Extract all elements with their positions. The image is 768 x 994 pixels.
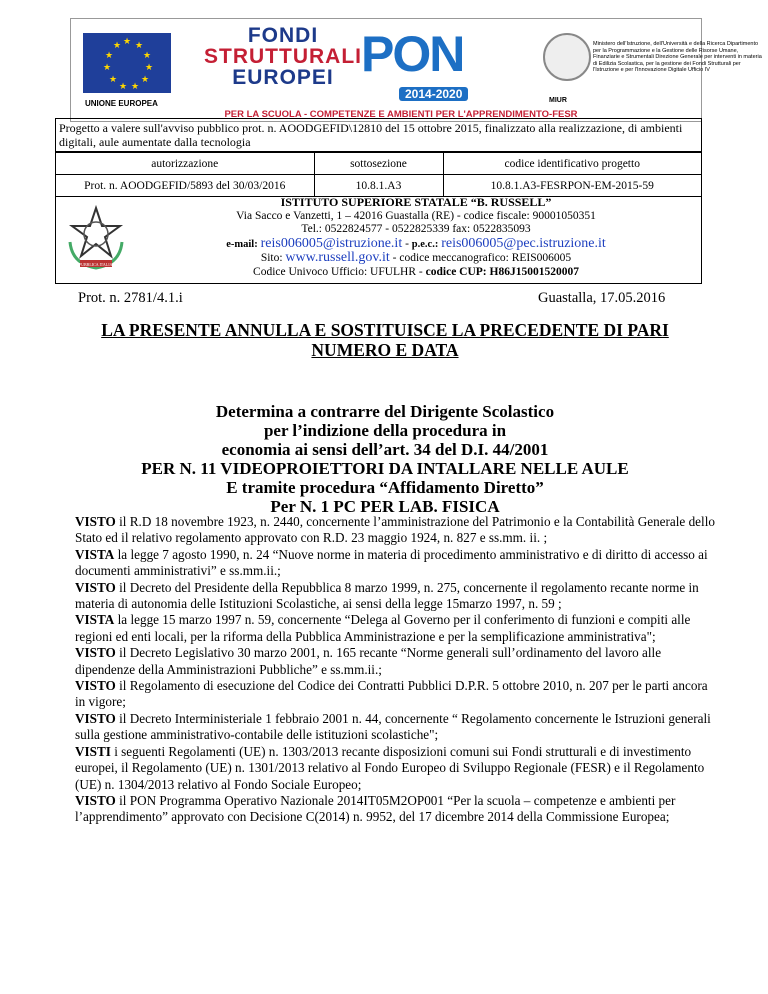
determina-title: Determina a contrarre del Dirigente Scolastico per l’indizione della procedura in economia ai sensi dell’art. 34 del D.I. 44/2001 PER N. 11 VIDEOPROIETTORI DA INTALLARE NELLE AULE E tramite procedura “Affidamento Diretto” Per N. 1 PC PER LAB. FISICA bbox=[141, 402, 629, 516]
paragraph: VISTA la legge 15 marzo 1997 n. 59, concernente “Delega al Governo per il conferimento di funzioni e compiti alle regioni ed enti locali, per la riforma della Pubblica Amministrazione e per la semplificazione amministrativa"; bbox=[75, 612, 691, 644]
annulla-heading: LA PRESENTE ANNULLA E SOSTITUISCE LA PRECEDENTE DI PARI NUMERO E DATA bbox=[101, 320, 669, 360]
paragraph: VISTO il Decreto Interministeriale 1 febbraio 2001 n. 44, concernente “ Regolamento concernente le Istruzioni generali sulla gestione amministrativo-contabile delle istituzioni scolastiche"; bbox=[75, 710, 711, 743]
school-name: ISTITUTO SUPERIORE STATALE “B. RUSSELL” bbox=[280, 195, 552, 209]
header-codice: codice identificativo progetto bbox=[443, 153, 701, 175]
document-body bbox=[75, 514, 715, 826]
emblem-ribbon-text: REPUBBLICA ITALIANA bbox=[73, 262, 119, 267]
miur-emblem-icon bbox=[543, 33, 591, 81]
miur-label: MIUR bbox=[549, 97, 567, 104]
school-address: Via Sacco e Vanzetti, 1 – 42016 Guastalla (RE) - codice fiscale: 90001050351 bbox=[236, 209, 596, 222]
cell-codice: 10.8.1.A3-FESRPON-EM-2015-59 bbox=[443, 175, 701, 197]
paragraph: VISTO il R.D 18 novembre 1923, n. 2440, concernente l’amministrazione del Patrimonio e la Contabilità Generale dello Stato ed il relativo regolamento approvato con R.D. 23 maggio 1924, n. 827 e ss.mm. ii. ; bbox=[75, 514, 715, 546]
school-email-line: e-mail: reis006005@istruzione.it - p.e.c.: reis006005@pec.istruzione.it bbox=[226, 235, 606, 251]
school-cup-line: Codice Univoco Ufficio: UFULHR - codice CUP: H86J15001520007 bbox=[253, 265, 579, 278]
cell-autorizzazione: Prot. n. AOODGEFID/5893 del 30/03/2016 bbox=[56, 175, 314, 197]
project-table bbox=[56, 152, 701, 196]
paragraph: VISTA la legge 7 agosto 1990, n. 24 “Nuove norme in materia di procedimento amministrativo e di diritto di accesso ai documenti amministrativi” e ss.mm.ii.; bbox=[75, 546, 708, 579]
place-date: Guastalla, 17.05.2016 bbox=[538, 290, 666, 306]
header-sottosezione: sottosezione bbox=[314, 153, 443, 175]
school-tel: Tel.: 0522824577 - 0522825339 fax: 0522835093 bbox=[301, 223, 531, 235]
paragraph: VISTO il Regolamento di esecuzione del Codice dei Contratti Pubblici D.P.R. 5 ottobre 2010, n. 207 per le parti ancora in vigore; bbox=[75, 678, 708, 710]
header-autorizzazione: autorizzazione bbox=[56, 153, 314, 175]
protocol-number: Prot. n. 2781/4.1.i bbox=[78, 290, 183, 306]
eu-flag-icon: ★ ★ ★ ★ ★ ★ ★ ★ ★ ★ ★ bbox=[83, 33, 171, 93]
banner-footer: PER LA SCUOLA - COMPETENZE E AMBIENTI PER L'APPRENDIMENTO-FESR bbox=[224, 109, 578, 120]
eu-label: UNIONE EUROPEA bbox=[85, 99, 158, 108]
school-site-link[interactable]: www.russell.gov.it bbox=[285, 250, 390, 265]
project-box bbox=[55, 118, 702, 197]
paragraph: VISTO il PON Programma Operativo Nazionale 2014IT05M2OP001 “Per la scuola – competenze e ambienti per l’apprendimento” approvato con Decisione C(2014) n. 9952, del 17 dicembre 2014 della Commissione Europea; bbox=[75, 792, 676, 825]
school-email[interactable]: reis006005@istruzione.it bbox=[260, 235, 403, 251]
project-intro: Progetto a valere sull'avviso pubblico prot. n. AOODGEFID\12810 del 15 ottobre 2015, finalizzato alla realizzazione, di ambienti digitali, aule aumentate dalla tecnologia bbox=[56, 119, 701, 152]
paragraph: VISTI i seguenti Regolamenti (UE) n. 1303/2013 recante disposizioni comuni sui Fondi strutturali e di investimento europei, il Regolamento (UE) n. 1301/2013 relativo al Fondo Europeo di Sviluppo Regionale (FESR) e il Regolamento (UE) n. 1304/2013 relativo al Fondo Sociale Europeo; bbox=[75, 743, 705, 792]
school-pec[interactable]: reis006005@pec.istruzione.it bbox=[441, 235, 606, 251]
pon-logo: PON bbox=[361, 26, 464, 82]
pon-years: 2014-2020 bbox=[399, 87, 468, 101]
miur-text: Ministero dell'Istruzione, dell'Università e della Ricerca Dipartimento per la Programmazione e la Gestione delle Risorse Umane, Finanziarie e Strumentali Direzione Generale per interventi in materia di Edilizia Scolastica, per la gestione dei Fondi Strutturali per l'Istruzione e per l'Innovazione Digitale Ufficio IV bbox=[593, 41, 762, 73]
paragraph: VISTO il Decreto del Presidente della Repubblica 8 marzo 1999, n. 275, concernente il regolamento recante norme in materia di autonomia delle Istituzioni Scolastiche, ai sensi della legge 15marzo 1997, n. 59 ; bbox=[75, 579, 699, 612]
paragraph: VISTO il Decreto Legislativo 30 marzo 2001, n. 165 recante “Norme generali sull’ordinamento del lavoro alle dipendenze della Amministrazioni Pubbliche” e ss.mm.ii.; bbox=[75, 645, 662, 677]
logo-banner bbox=[70, 18, 762, 122]
school-site-line: Sito: www.russell.gov.it - codice meccanografico: REIS006005 bbox=[260, 250, 572, 265]
cell-sottosezione: 10.8.1.A3 bbox=[314, 175, 443, 197]
school-header bbox=[55, 196, 702, 284]
repubblica-emblem-icon bbox=[64, 202, 128, 272]
fondi-strutturali-logo: FONDI STRUTTURALI EUROPEI bbox=[204, 24, 362, 89]
